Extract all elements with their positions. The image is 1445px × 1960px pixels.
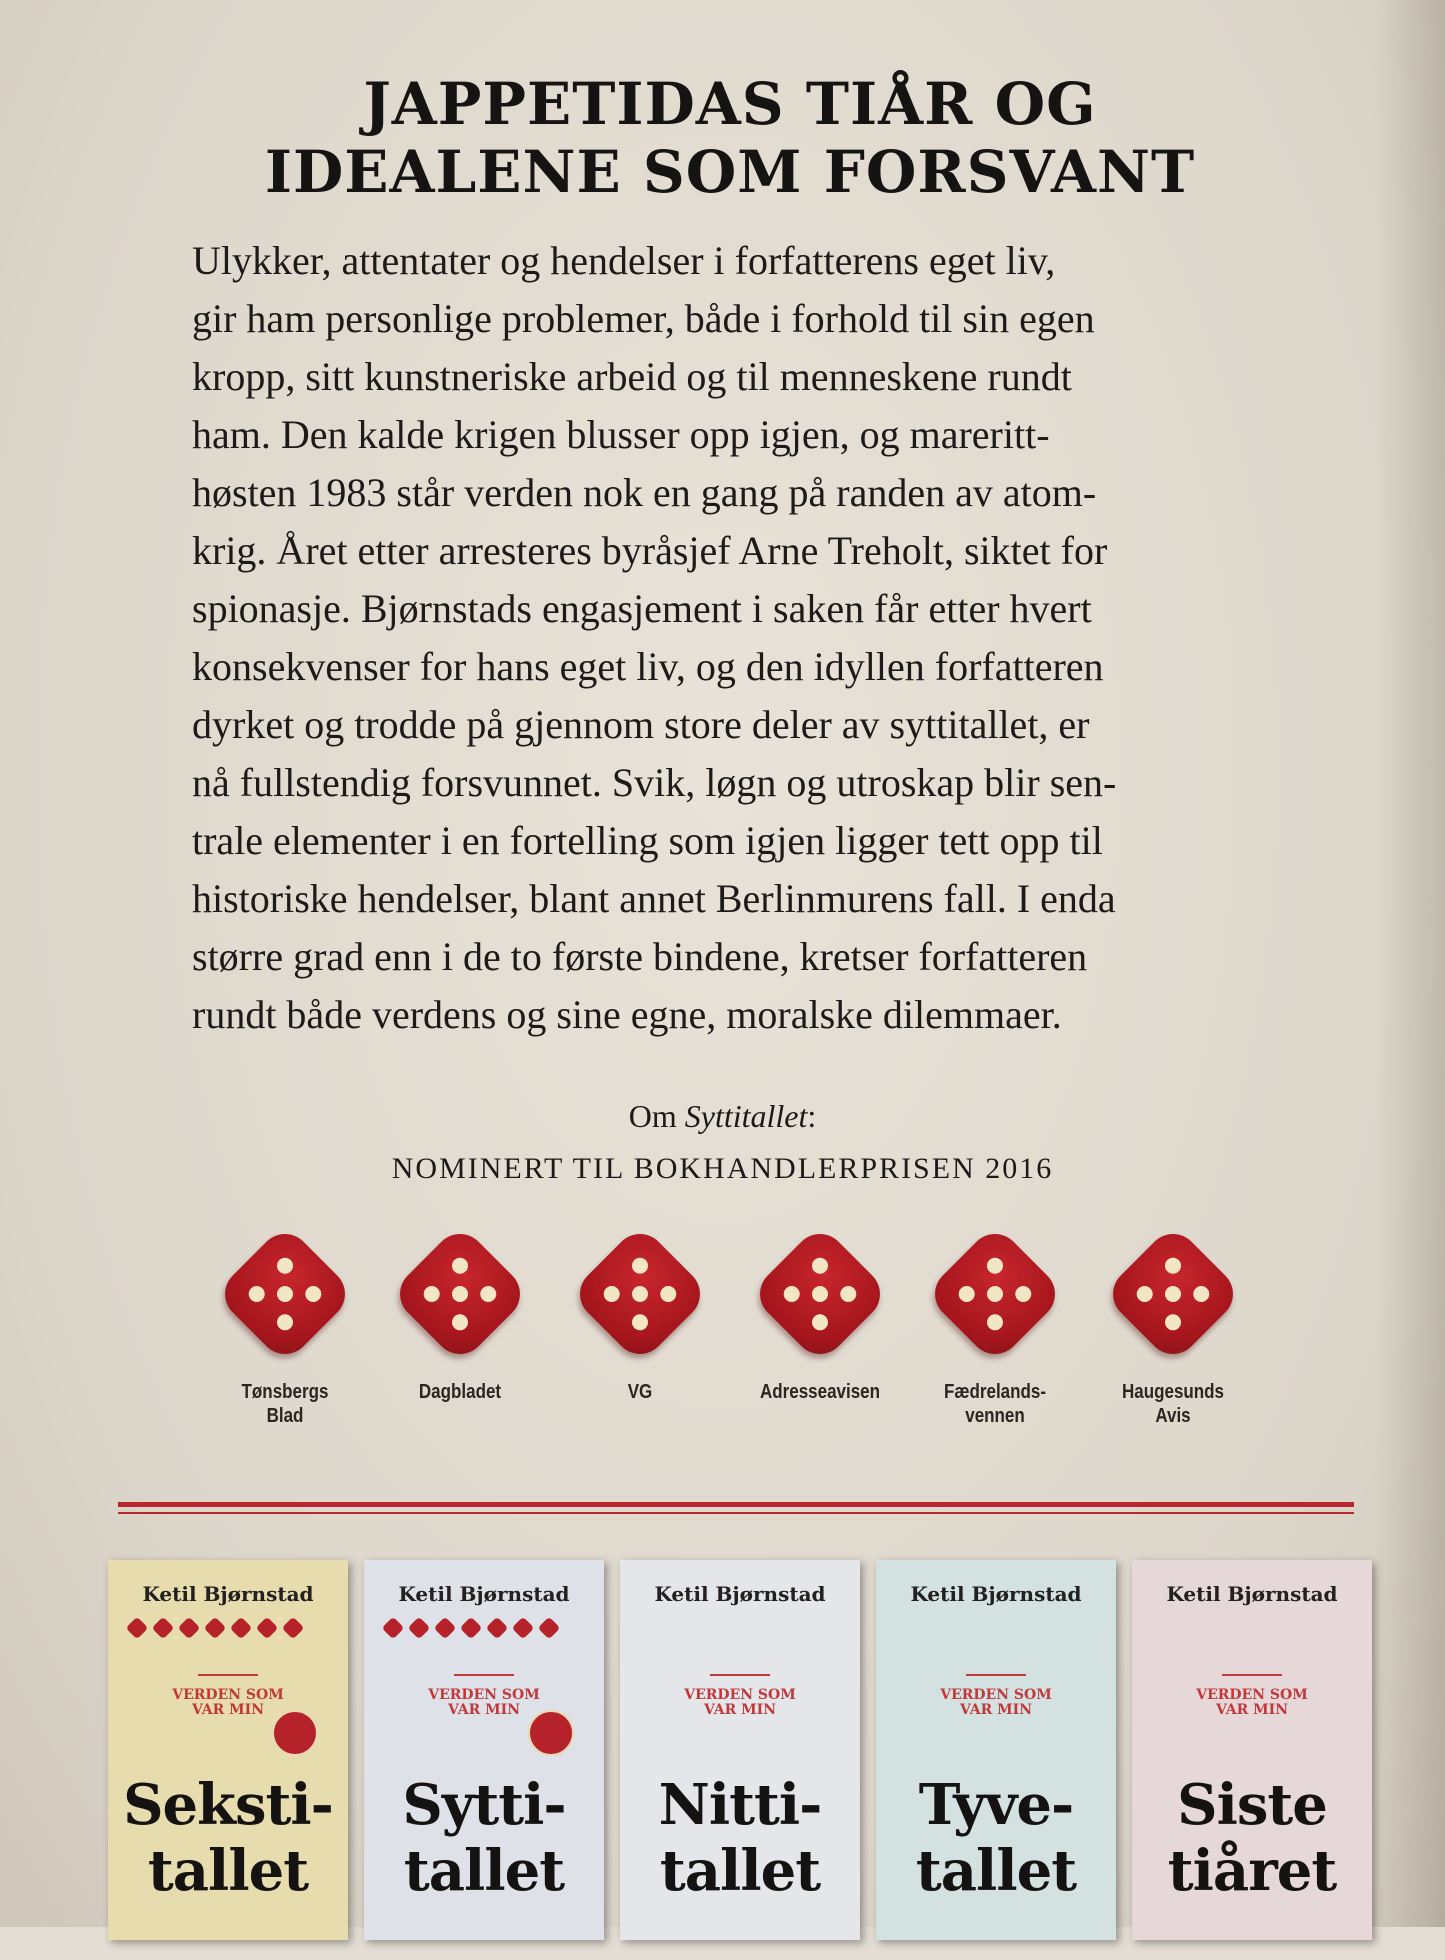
die-pip (477, 1283, 500, 1306)
review-die-item (1088, 1230, 1258, 1428)
die-pip (809, 1283, 832, 1306)
review-dice-row (200, 1230, 1280, 1450)
die-label-line-1: Haugesunds (1121, 1381, 1225, 1403)
book-title-line-2: tallet (915, 1838, 1077, 1904)
dice-icon (434, 1617, 457, 1640)
series-rule (710, 1674, 770, 1676)
dice-icon (256, 1617, 279, 1640)
die-label-line-1: VG (627, 1381, 653, 1403)
die-pip (809, 1311, 832, 1334)
series-rule (454, 1674, 514, 1676)
review-die-item (735, 1230, 905, 1404)
series-rule (1222, 1674, 1282, 1676)
book-series-line-1: VERDEN SOM (684, 1687, 796, 1703)
dice-icon (178, 1617, 201, 1640)
dice-icon (204, 1617, 227, 1640)
die-label-line-1: Dagbladet (418, 1381, 502, 1403)
die-label (388, 1380, 533, 1404)
review-die-item (375, 1230, 545, 1404)
book-author: Ketil Bjørnstad (910, 1582, 1082, 1606)
blurb-line: konsekvenser for hans eget liv, og den idyllen forfatteren (192, 644, 1104, 689)
die-label (923, 1380, 1068, 1428)
book-series-line-1: VERDEN SOM (428, 1687, 540, 1703)
book-title (876, 1772, 1116, 1904)
award-seal-icon (528, 1710, 574, 1756)
book-title-line-1: Siste (1177, 1772, 1327, 1838)
book-title (620, 1772, 860, 1904)
dice-icon (382, 1617, 405, 1640)
book-title-line-2: tiåret (1167, 1838, 1337, 1904)
book-title-line-2: tallet (659, 1838, 821, 1904)
review-intro (0, 1098, 1445, 1135)
die-pip (1162, 1311, 1185, 1334)
book-title-line-1: Tyve- (918, 1772, 1074, 1838)
blurb-line: kropp, sitt kunstneriske arbeid og til menneskene rundt (192, 354, 1072, 399)
book-series-line-2: VAR MIN (448, 1702, 520, 1718)
dice-icon (538, 1617, 561, 1640)
die-pip (809, 1254, 832, 1277)
die-label-line-2: vennen (965, 1405, 1025, 1427)
book-title-line-2: tallet (147, 1838, 309, 1904)
headline-line-2: IDEALENE SOM FORSVANT (264, 138, 1196, 206)
blurb-line: høsten 1983 står verden nok en gang på randen av atom- (192, 470, 1097, 515)
blurb-line: større grad enn i de to første bindene, kretser forfatteren (192, 934, 1088, 979)
die-pip (274, 1311, 297, 1334)
die-pip (1133, 1283, 1156, 1306)
book-author: Ketil Bjørnstad (398, 1582, 570, 1606)
die-label-line-1: Adresseavisen (759, 1381, 881, 1403)
blurb-text (192, 232, 1282, 1044)
review-die-item (555, 1230, 725, 1404)
book-cover-siste-tiaret (1132, 1560, 1372, 1940)
book-series-line-1: VERDEN SOM (940, 1687, 1052, 1703)
dice-icon (1102, 1223, 1243, 1364)
blurb-line: trale elementer i en fortelling som igjen ligger tett opp til (192, 818, 1103, 863)
book-title-line-1: Nitti- (658, 1772, 822, 1838)
nomination-line: NOMINERT TIL BOKHANDLERPRISEN 2016 (391, 1152, 1054, 1185)
die-label-line-1: Fædrelands- (943, 1381, 1047, 1403)
dice-icon (214, 1223, 355, 1364)
book-series-label (620, 1688, 860, 1718)
blurb-line: spionasje. Bjørnstads engasjement i saken får etter hvert (192, 586, 1092, 631)
series-rule (966, 1674, 1026, 1676)
book-series-line-1: VERDEN SOM (1196, 1687, 1308, 1703)
die-pip (274, 1283, 297, 1306)
blurb-line: nå fullstendig forsvunnet. Svik, løgn og utroskap blir sen- (192, 760, 1117, 805)
book-series-line-1: VERDEN SOM (172, 1687, 284, 1703)
book-author: Ketil Bjørnstad (654, 1582, 826, 1606)
blurb-line: rundt både verdens og sine egne, moralske dilemmaer. (192, 992, 1062, 1037)
dice-icon (924, 1223, 1065, 1364)
review-book-title: Syttitallet (684, 1098, 808, 1134)
blurb-line: krig. Året etter arresteres byråsjef Arne Treholt, siktet for (192, 528, 1108, 573)
die-pip (629, 1283, 652, 1306)
book-title (1132, 1772, 1372, 1904)
die-pip (1190, 1283, 1213, 1306)
dice-icon (126, 1617, 149, 1640)
blurb-line: gir ham personlige problemer, både i forhold til sin egen (192, 296, 1095, 341)
die-label (213, 1380, 358, 1428)
cover-headline (150, 70, 1310, 206)
blurb-line: ham. Den kalde krigen blusser opp igjen, og mareritt- (192, 412, 1050, 457)
review-die-item (200, 1230, 370, 1428)
die-pip (984, 1254, 1007, 1277)
die-pip (629, 1254, 652, 1277)
headline-line-1: JAPPETIDAS TIÅR OG (363, 70, 1097, 138)
dice-icon (408, 1617, 431, 1640)
mini-dice-row (380, 1620, 588, 1644)
dice-icon (282, 1617, 305, 1640)
book-series-line-2: VAR MIN (192, 1702, 264, 1718)
dice-icon (230, 1617, 253, 1640)
review-intro-suffix: : (807, 1098, 817, 1134)
book-title (364, 1772, 604, 1904)
award-seal-icon (272, 1710, 318, 1756)
book-title (108, 1772, 348, 1904)
book-author: Ketil Bjørnstad (142, 1582, 314, 1606)
book-author: Ketil Bjørnstad (1166, 1582, 1338, 1606)
book-series-line-2: VAR MIN (960, 1702, 1032, 1718)
page-edge-shadow (1375, 0, 1445, 1927)
die-label-line-2: Blad (266, 1405, 304, 1427)
book-cover-sekstitallet (108, 1560, 348, 1940)
book-series-line-2: VAR MIN (704, 1702, 776, 1718)
die-pip (1012, 1283, 1035, 1306)
book-title-line-1: Sytti- (402, 1772, 566, 1838)
blurb-line: historiske hendelser, blant annet Berlinmurens fall. I enda (192, 876, 1116, 921)
book-series-label (364, 1688, 604, 1718)
die-label (568, 1380, 713, 1404)
dice-icon (749, 1223, 890, 1364)
die-pip (780, 1283, 803, 1306)
blurb-line: dyrket og trodde på gjennom store deler av syttitallet, er (192, 702, 1090, 747)
die-pip (449, 1283, 472, 1306)
die-pip (449, 1311, 472, 1334)
blurb-line: Ulykker, attentater og hendelser i forfatterens eget liv, (192, 238, 1056, 283)
review-intro-prefix: Om (628, 1098, 685, 1134)
die-pip (657, 1283, 680, 1306)
die-pip (245, 1283, 268, 1306)
die-pip (274, 1254, 297, 1277)
book-series-row (100, 1560, 1370, 1960)
die-label (748, 1380, 893, 1404)
divider-rule-top (118, 1502, 1354, 1507)
dice-icon (389, 1223, 530, 1364)
die-pip (1162, 1254, 1185, 1277)
dice-icon (569, 1223, 710, 1364)
book-series-label (876, 1688, 1116, 1718)
die-pip (1162, 1283, 1185, 1306)
die-pip (302, 1283, 325, 1306)
die-pip (629, 1311, 652, 1334)
die-pip (955, 1283, 978, 1306)
dice-icon (152, 1617, 175, 1640)
series-rule (198, 1674, 258, 1676)
mini-dice-row (124, 1620, 332, 1644)
die-label (1101, 1380, 1246, 1428)
die-label-line-1: Tønsbergs (241, 1381, 329, 1403)
book-series-line-2: VAR MIN (1216, 1702, 1288, 1718)
die-pip (420, 1283, 443, 1306)
die-pip (984, 1283, 1007, 1306)
book-cover-tyvetallet (876, 1560, 1116, 1940)
book-title-line-2: tallet (403, 1838, 565, 1904)
book-cover-syttitallet (364, 1560, 604, 1940)
review-die-item (910, 1230, 1080, 1428)
die-pip (600, 1283, 623, 1306)
die-pip (449, 1254, 472, 1277)
book-cover-nittitallet (620, 1560, 860, 1940)
dice-icon (512, 1617, 535, 1640)
dice-icon (486, 1617, 509, 1640)
book-series-label (1132, 1688, 1372, 1718)
dice-icon (460, 1617, 483, 1640)
divider-rule-bottom (118, 1512, 1354, 1514)
book-title-line-1: Seksti- (123, 1772, 333, 1838)
die-pip (984, 1311, 1007, 1334)
book-series-label (108, 1688, 348, 1718)
die-label-line-2: Avis (1155, 1405, 1191, 1427)
die-pip (837, 1283, 860, 1306)
